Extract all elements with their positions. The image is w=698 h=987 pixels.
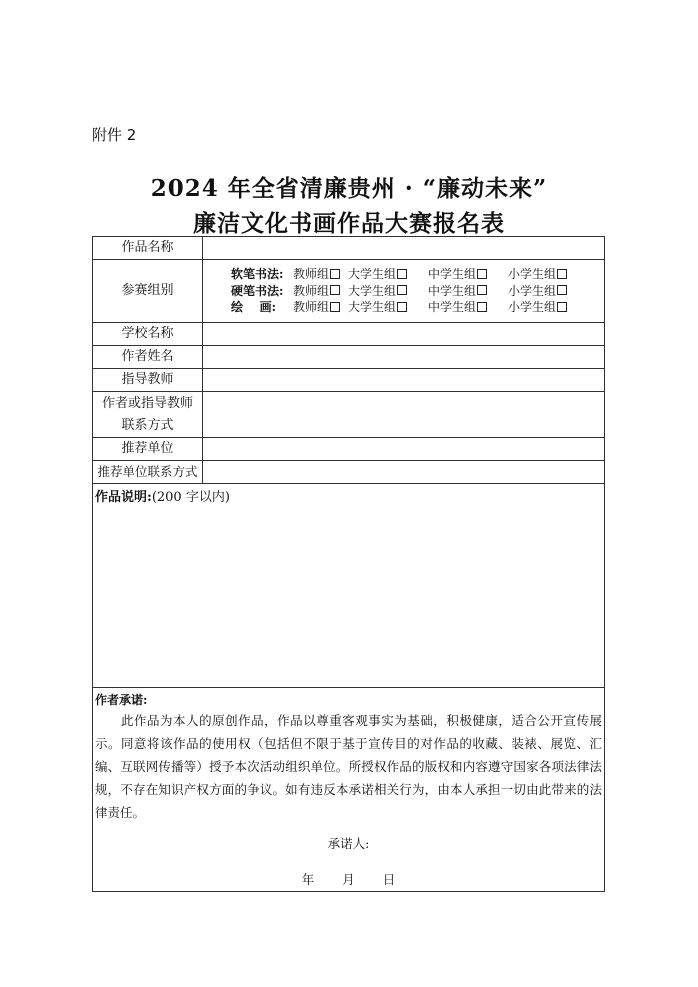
row-work-name	[93, 237, 605, 260]
row-contact	[93, 392, 605, 438]
row-school	[93, 323, 605, 346]
group-option[interactable]: 教师组	[293, 283, 348, 300]
group-option[interactable]: 教师组	[293, 299, 348, 316]
promise-section	[93, 688, 605, 892]
contact-field[interactable]	[203, 392, 605, 438]
group-option[interactable]: 小学生组	[508, 266, 567, 283]
signer-label: 承诺人:	[327, 836, 370, 851]
work-name-label: 作品名称	[93, 237, 203, 260]
description-field[interactable]	[93, 484, 605, 688]
author-field[interactable]	[203, 346, 605, 369]
title-line-2: 廉洁文化书画作品大赛报名表	[193, 210, 505, 237]
day-label: 日	[382, 872, 396, 887]
month-label: 月	[342, 872, 355, 887]
row-recommender	[93, 438, 605, 461]
promise-label: 作者承诺:	[95, 693, 148, 707]
recommender-field[interactable]	[203, 438, 605, 461]
row-group	[93, 260, 605, 323]
checkbox[interactable]	[397, 302, 407, 312]
group-option[interactable]: 中学生组	[428, 283, 508, 300]
attachment-label: 附件 2	[92, 126, 137, 144]
checkbox[interactable]	[397, 269, 407, 279]
group-category: 软笔书法:	[231, 267, 284, 282]
group-option[interactable]: 小学生组	[508, 283, 567, 300]
contact-label-line1: 作者或指导教师	[101, 395, 193, 411]
row-promise	[93, 688, 605, 892]
group-option[interactable]: 教师组	[293, 266, 348, 283]
group-row-soft-brush	[203, 266, 604, 283]
checkbox[interactable]	[557, 285, 567, 295]
teacher-label: 指导教师	[93, 369, 203, 392]
registration-form	[92, 236, 605, 892]
group-row-painting	[203, 299, 604, 316]
author-label: 作者姓名	[93, 346, 203, 369]
description-note: (200 字以内)	[151, 490, 230, 505]
checkbox[interactable]	[330, 302, 340, 312]
row-author	[93, 346, 605, 369]
row-recommender-contact	[93, 461, 605, 484]
contact-label	[93, 392, 203, 438]
sign-date	[95, 870, 602, 888]
school-field[interactable]	[203, 323, 605, 346]
group-option[interactable]: 小学生组	[508, 299, 567, 316]
group-field	[203, 260, 605, 323]
group-row-hard-pen	[203, 283, 604, 300]
checkbox[interactable]	[330, 285, 340, 295]
title-line-1: 2024 年全省清廉贵州 · “廉动未来”	[150, 175, 548, 202]
group-option[interactable]: 中学生组	[428, 266, 508, 283]
year-label: 年	[301, 872, 315, 887]
recommender-label: 推荐单位	[93, 438, 203, 461]
school-label: 学校名称	[93, 323, 203, 346]
group-option[interactable]: 大学生组	[348, 283, 428, 300]
checkbox[interactable]	[557, 269, 567, 279]
group-category: 硬笔书法:	[231, 283, 284, 298]
group-option[interactable]: 大学生组	[348, 299, 428, 316]
checkbox[interactable]	[330, 269, 340, 279]
row-description	[93, 484, 605, 688]
checkbox[interactable]	[397, 285, 407, 295]
teacher-field[interactable]	[203, 369, 605, 392]
checkbox[interactable]	[477, 269, 487, 279]
work-name-field[interactable]	[203, 237, 605, 260]
group-label: 参赛组别	[93, 260, 203, 323]
contact-label-line2: 联系方式	[121, 417, 174, 433]
group-category: 绘 画:	[231, 300, 276, 315]
checkbox[interactable]	[557, 302, 567, 312]
checkbox[interactable]	[477, 285, 487, 295]
promise-text: 此作品为本人的原创作品，作品以尊重客观事实为基础，积极健康，适合公开宣传展示。同意将该作品的使用权（包括但不限于基于宣传目的对作品的收藏、装裱、展览、汇编、互联网传播等）授予本次活动组织单位。所授权作品的版权和内容遵守国家各项法律法规，不存在知识产权方面的争议。如有违反本承诺相关行为，由本人承担一切由此带来的法律责任。	[95, 713, 602, 820]
group-option[interactable]: 中学生组	[428, 299, 508, 316]
recommender-contact-field[interactable]	[203, 461, 605, 484]
recommender-contact-label: 推荐单位联系方式	[93, 461, 203, 484]
row-teacher	[93, 369, 605, 392]
group-option[interactable]: 大学生组	[348, 266, 428, 283]
checkbox[interactable]	[477, 302, 487, 312]
description-label: 作品说明:	[95, 490, 152, 505]
